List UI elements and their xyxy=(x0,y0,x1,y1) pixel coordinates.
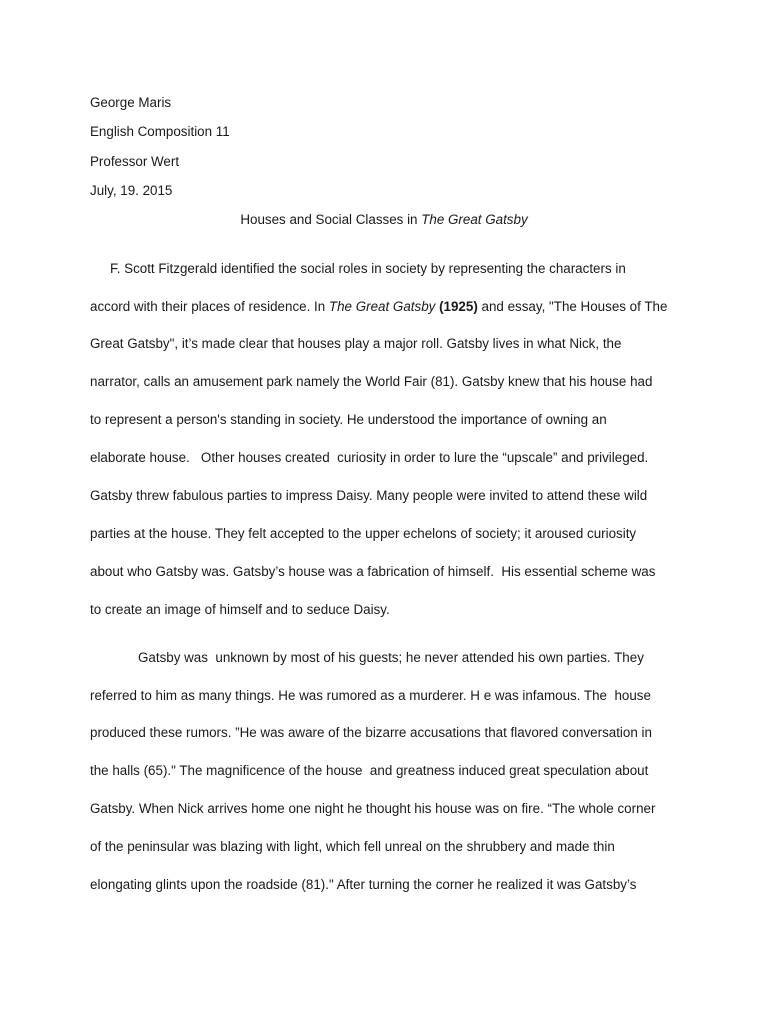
p1-line-7: Gatsby threw fabulous parties to impress Daisy. Many people were invited to attend these wild xyxy=(90,488,648,503)
author-name: George Maris xyxy=(90,95,172,110)
p1-line-4: narrator, calls an amusement park namely the World Fair (81). Gatsby knew that his house had xyxy=(90,374,653,389)
paper-title xyxy=(0,212,768,228)
p2-line-7: elongating glints upon the roadside (81)." After turning the corner he realized it was Gatsby’s xyxy=(90,877,637,892)
paper-title-prefix: Houses and Social Classes in xyxy=(240,212,422,227)
p1-line-2-b: and essay, "The Houses of The xyxy=(477,299,668,314)
p2-line-2: referred to him as many things. He was rumored as a murderer. H e was infamous. The house xyxy=(90,688,651,703)
professor-name: Professor Wert xyxy=(90,154,180,169)
p2-line-4: the halls (65)." The magnificence of the house and greatness induced great speculation about xyxy=(90,763,649,778)
p1-line-2-year: (1925) xyxy=(435,299,478,314)
p1-line-2 xyxy=(90,299,667,315)
p1-line-3: Great Gatsby", it’s made clear that houses play a major roll. Gatsby lives in what Nick, the xyxy=(90,336,622,351)
p2-line-6: of the peninsular was blazing with light, which fell unreal on the shrubbery and made thin xyxy=(90,839,615,854)
p1-line-2-a: accord with their places of residence. In xyxy=(90,299,329,314)
p1-line-2-title: The Great Gatsby xyxy=(328,299,436,314)
p1-line-10: to create an image of himself and to seduce Daisy. xyxy=(90,602,390,617)
p1-line-9: about who Gatsby was. Gatsby’s house was a fabrication of himself. His essential scheme was xyxy=(90,564,656,579)
paper-date: July, 19. 2015 xyxy=(90,183,173,198)
p1-line-6: elaborate house. Other houses created curiosity in order to lure the “upscale” and privileged. xyxy=(90,450,649,465)
p2-line-1: Gatsby was unknown by most of his guests; he never attended his own parties. They xyxy=(138,650,644,665)
p1-line-5: to represent a person's standing in society. He understood the importance of owning an xyxy=(90,412,607,427)
course-name: English Composition 11 xyxy=(90,124,230,139)
paper-title-book: The Great Gatsby xyxy=(421,212,528,227)
p2-line-5: Gatsby. When Nick arrives home one night he thought his house was on fire. “The whole corner xyxy=(90,801,656,816)
p2-line-3: produced these rumors. ”He was aware of the bizarre accusations that flavored conversation in xyxy=(90,725,652,740)
p1-line-8: parties at the house. They felt accepted to the upper echelons of society; it aroused curiosity xyxy=(90,526,637,541)
p1-line-1: F. Scott Fitzgerald identified the social roles in society by representing the characters in xyxy=(110,261,626,276)
